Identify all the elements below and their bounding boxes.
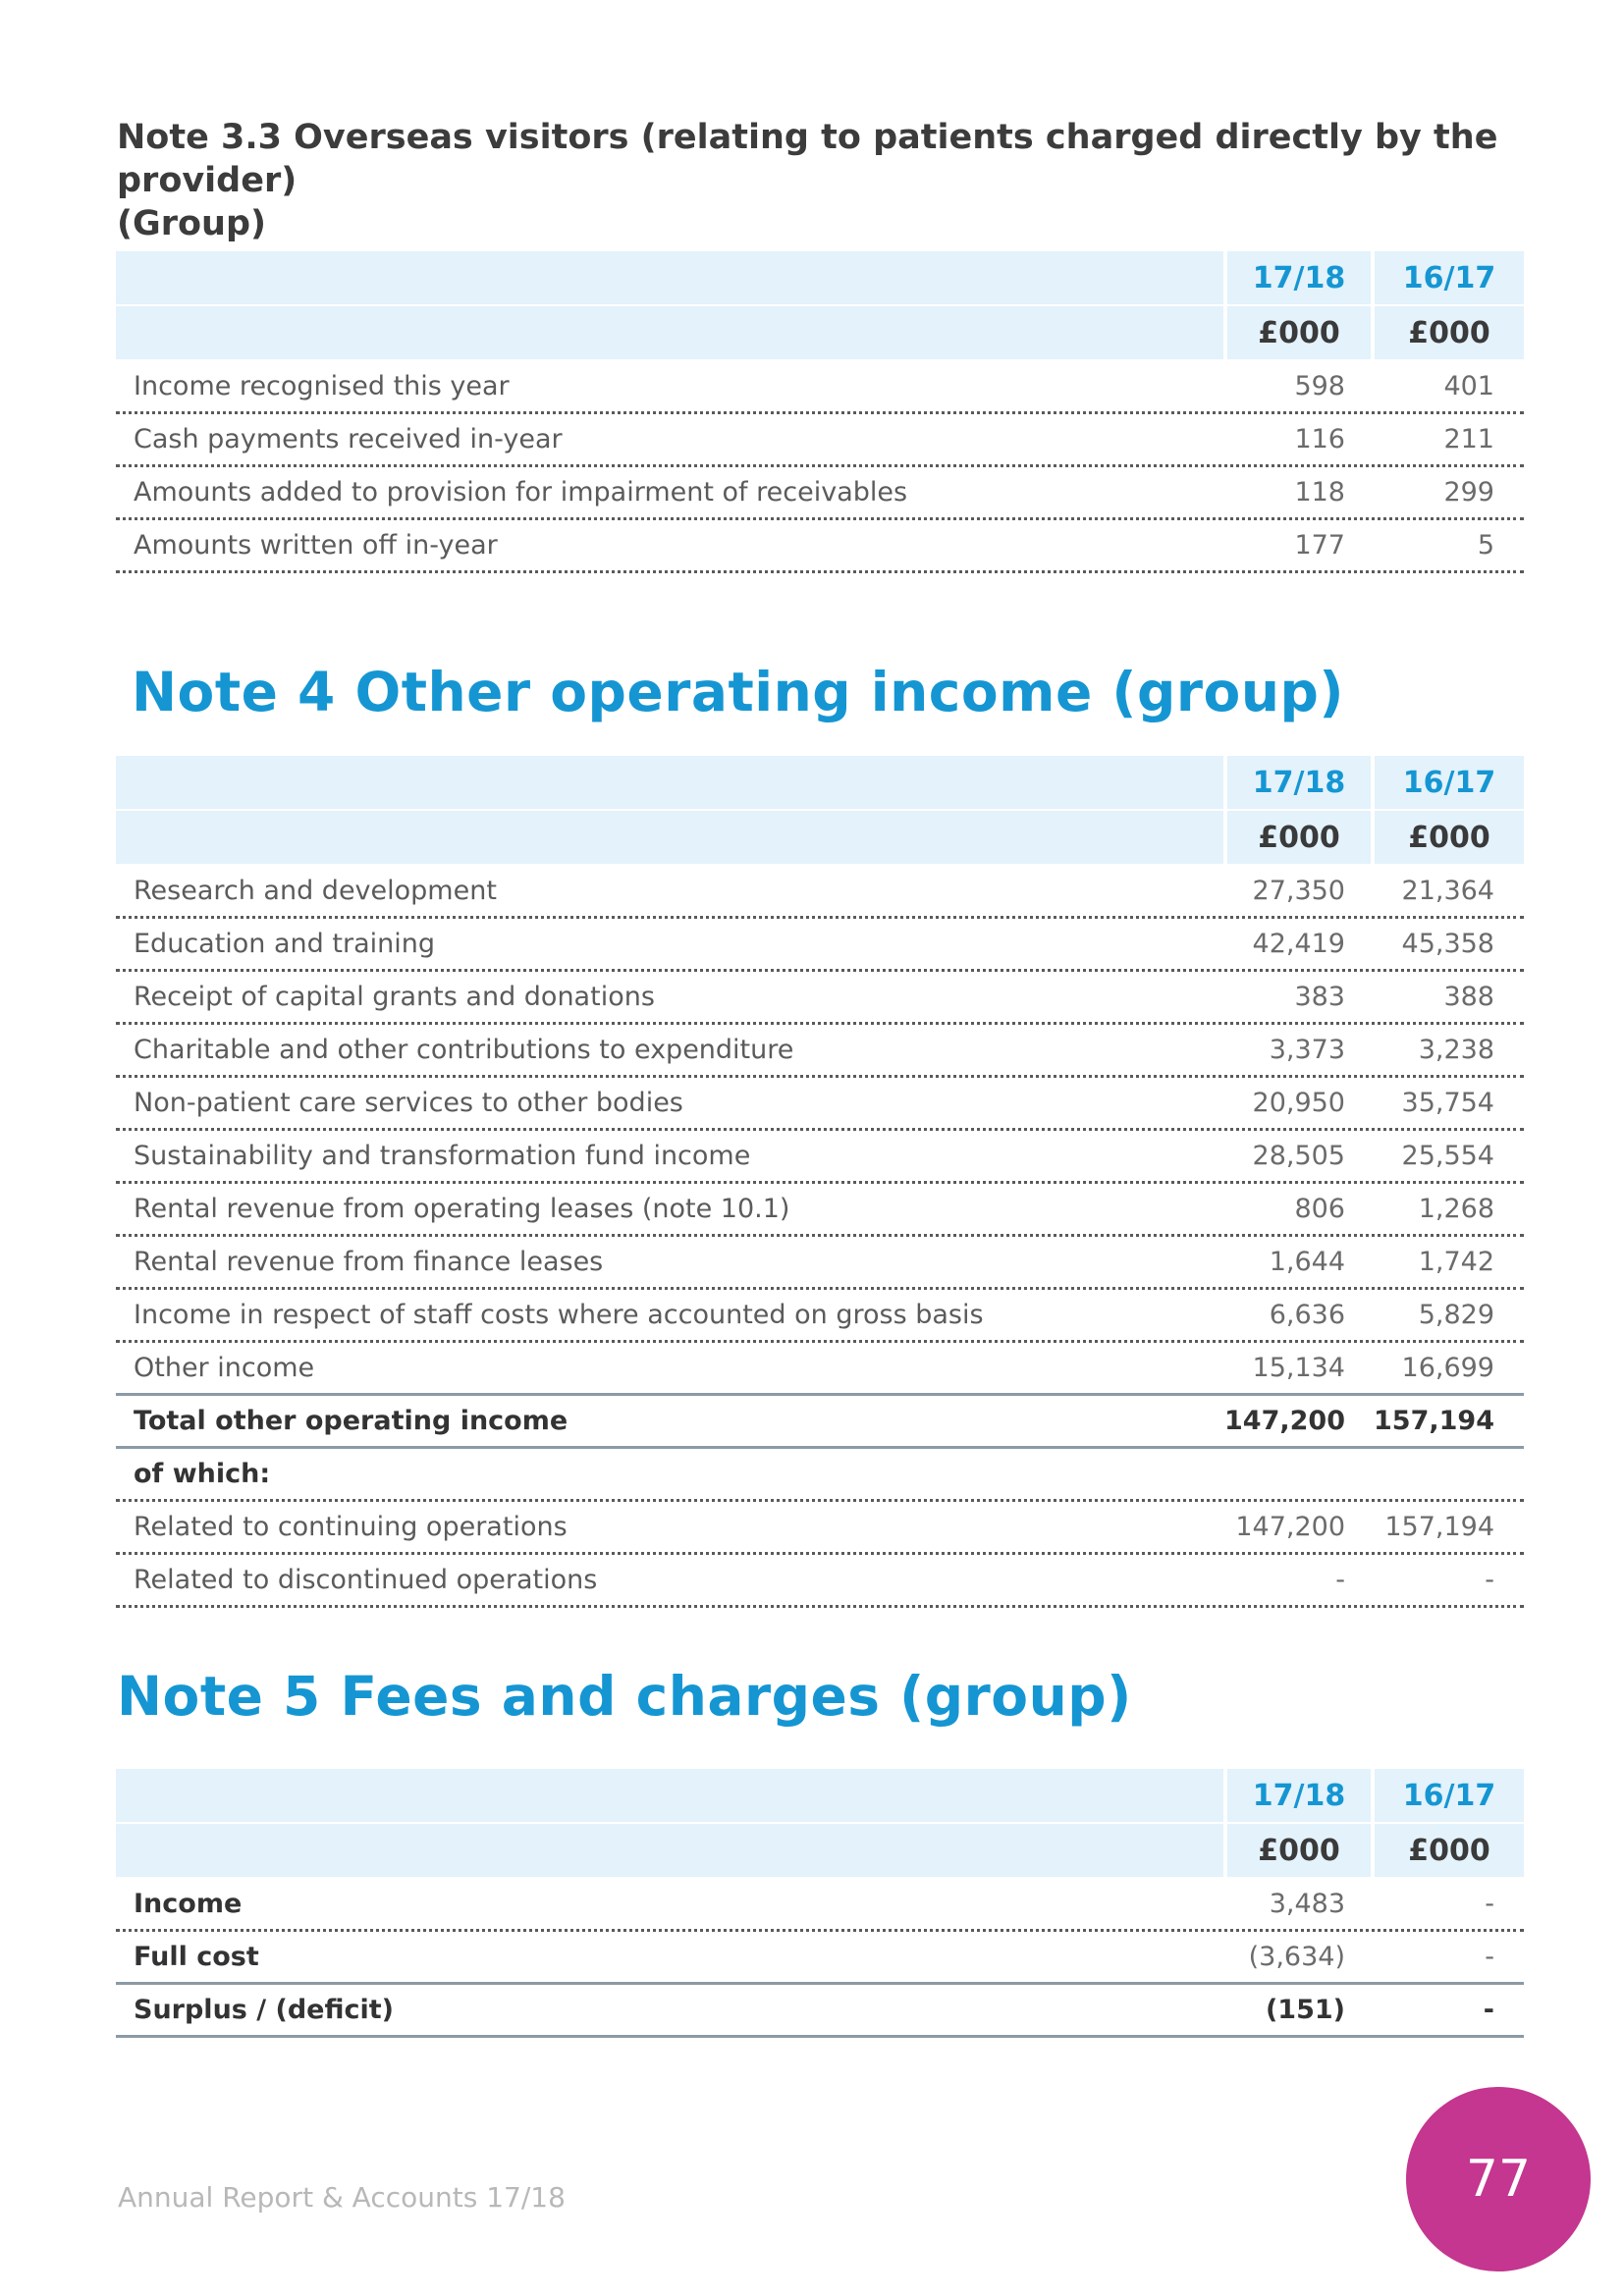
column-unit-16-17: £000: [1375, 811, 1524, 864]
table-row: Charitable and other contributions to expenditure 3,373 3,238: [116, 1025, 1524, 1078]
table-row: Rental revenue from finance leases 1,644 1,742: [116, 1237, 1524, 1290]
table-row: Income in respect of staff costs where accounted on gross basis 6,636 5,829: [116, 1290, 1524, 1343]
table-row: Research and development 27,350 21,364: [116, 866, 1524, 919]
column-header-16-17: 16/17: [1375, 756, 1524, 809]
table-row: Related to continuing operations 147,200 157,194: [116, 1502, 1524, 1555]
note-4-table: [116, 756, 1524, 1608]
column-unit-16-17: £000: [1375, 1824, 1524, 1877]
column-header-17-18: 17/18: [1227, 251, 1371, 304]
table-header-years: [116, 1769, 1524, 1822]
column-unit-17-18: £000: [1227, 306, 1371, 359]
table-row: Other income 15,134 16,699: [116, 1343, 1524, 1396]
note-4-title: Note 4 Other operating income (group): [132, 661, 1344, 723]
table-header-units: [116, 306, 1524, 359]
table-row: Education and training 42,419 45,358: [116, 919, 1524, 972]
table-header-units: [116, 811, 1524, 864]
column-header-16-17: 16/17: [1375, 251, 1524, 304]
table-header-years: [116, 756, 1524, 809]
table-row: Receipt of capital grants and donations 383 388: [116, 972, 1524, 1025]
total-row: Total other operating income 147,200 157,194: [116, 1396, 1524, 1449]
table-row: Amounts written off in-year 177 5: [116, 520, 1524, 573]
column-header-17-18: 17/18: [1227, 756, 1371, 809]
column-header-16-17: 16/17: [1375, 1769, 1524, 1822]
page-number: 77: [1465, 2150, 1532, 2209]
column-unit-16-17: £000: [1375, 306, 1524, 359]
table-row: Related to discontinued operations - -: [116, 1555, 1524, 1608]
page-number-badge: [1406, 2087, 1591, 2271]
table-row: Income 3,483 -: [116, 1879, 1524, 1932]
column-unit-17-18: £000: [1227, 1824, 1371, 1877]
of-which-row: of which:: [116, 1449, 1524, 1502]
table-row: Non-patient care services to other bodies 20,950 35,754: [116, 1078, 1524, 1131]
table-header-units: [116, 1824, 1524, 1877]
note-3-3-title-line2: (Group): [117, 204, 266, 243]
table-row: Income recognised this year 598 401: [116, 361, 1524, 414]
table-row: Rental revenue from operating leases (note 10.1) 806 1,268: [116, 1184, 1524, 1237]
table-header-years: [116, 251, 1524, 304]
footer-report-title: Annual Report & Accounts 17/18: [118, 2181, 566, 2214]
note-3-3-title: [117, 116, 1511, 245]
total-row: Surplus / (deficit) (151) -: [116, 1985, 1524, 2038]
column-unit-17-18: £000: [1227, 811, 1371, 864]
table-row: Cash payments received in-year 116 211: [116, 414, 1524, 467]
note-3-3-title-line1: Note 3.3 Overseas visitors (relating to patients charged directly by the provider): [117, 118, 1498, 200]
table-row: Sustainability and transformation fund income 28,505 25,554: [116, 1131, 1524, 1184]
note-3-3-table: [116, 251, 1524, 573]
column-header-17-18: 17/18: [1227, 1769, 1371, 1822]
note-5-table: [116, 1769, 1524, 2038]
table-row: Full cost (3,634) -: [116, 1932, 1524, 1985]
note-5-title: Note 5 Fees and charges (group): [117, 1665, 1132, 1728]
table-row: Amounts added to provision for impairment of receivables 118 299: [116, 467, 1524, 520]
